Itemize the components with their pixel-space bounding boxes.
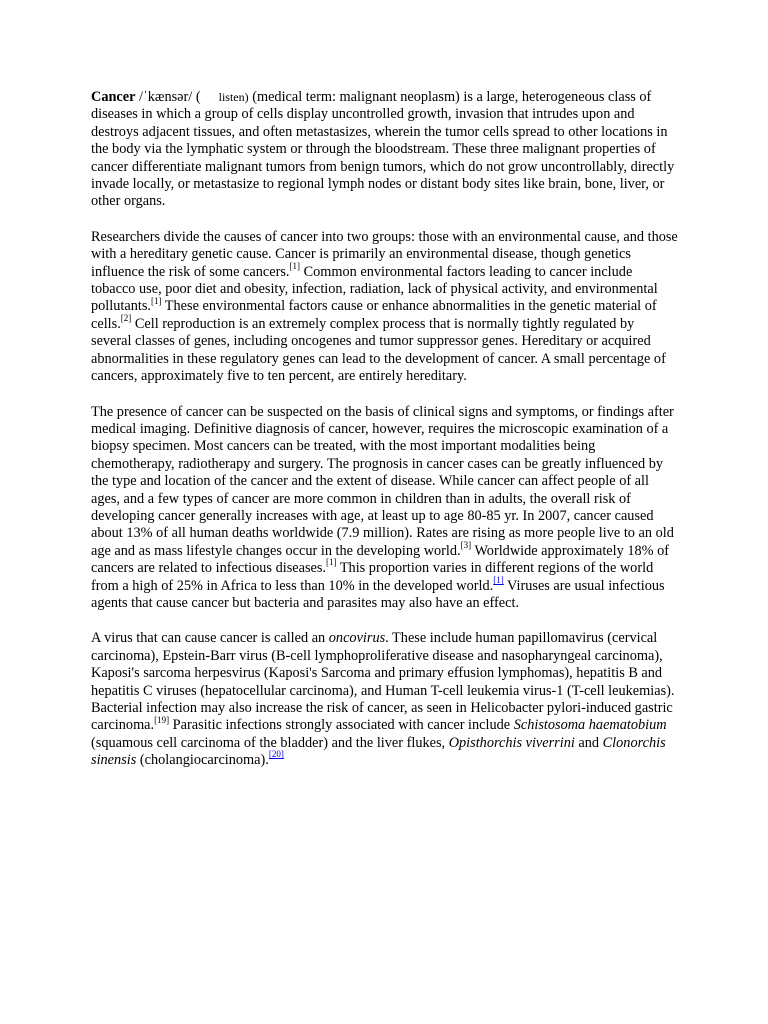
p4-text-5: and	[574, 734, 603, 751]
p4-text-4: (squamous cell carcinoma of the bladder) and the liver flukes,	[91, 734, 449, 751]
term-cancer: Cancer	[91, 89, 136, 105]
p4-italic-opisthorchis: Opisthorchis viverrini	[448, 734, 575, 751]
p4-text-3: Parasitic infections strongly associated with cancer include	[169, 717, 514, 734]
paragraph-3	[91, 404, 678, 613]
paragraph-1	[91, 89, 678, 211]
p2-ref-3[interactable]: [2]	[120, 313, 132, 324]
p3-text-1: The presence of cancer can be suspected on the basis of clinical signs and symptoms, or findings after medical imaging. Definitive diagnosis of cancer, however, requires the microscopic examination of a biopsy specimen. Most cancers can be treated, with the most important modalities being chemotherapy, radiotherapy and surgery. The prognosis in cancer cases can be greatly influenced by the type and location of the cancer and the extent of disease. While cancer can affect people of all ages, and a few types of cancer are more common in children than in adults, the overall risk of developing cancer generally increases with age, at least up to age 80-85 yr. In 2007, cancer caused about 13% of all human deaths worldwide (7.9 million). Rates are rising as more people live to an old age and as mass lifestyle changes occur in the developing world.	[91, 403, 674, 559]
paragraph-1-text: (medical term: malignant neoplasm) is a large, heterogeneous class of diseases in which a group of cells display uncontrolled growth, invasion that intrudes upon and destroys adjacent tissues, and often metastasizes, wherein the tumor cells spread to other locations in the body via the lymphatic system or through the bloodstream. These three malignant properties of cancer differentiate malignant tumors from benign tumors, which do not grow uncontrollably, directly invade locally, or metastasize to regional lymph nodes or distant body sites like brain, bone, liver, or other organs.	[91, 89, 675, 210]
open-paren: (	[195, 89, 201, 105]
p4-ref-2[interactable]	[269, 749, 284, 759]
p3-text-2: Worldwide approximately 18% of cancers are related to infectious diseases.	[91, 542, 670, 577]
p4-ref-2-link[interactable]: [20]	[268, 749, 284, 760]
p2-text-2: Common environmental factors leading to cancer include tobacco use, poor diet and obesity, infection, radiation, lack of physical activity, and environmental pollutants.	[91, 263, 658, 315]
p2-text-3: These environmental factors cause or enhance abnormalities in the genetic material of cells.	[91, 298, 657, 332]
p2-text-4: Cell reproduction is an extremely complex process that is normally tightly regulated by several classes of genes, including oncogenes and tumor suppressor genes. Hereditary or acquired abnormalities in these regulatory genes can lead to the development of cancer. A small percentage of cancers, approximately five to ten percent, are entirely hereditary.	[91, 315, 666, 385]
listen-link[interactable]: listen)	[218, 90, 249, 104]
pronunciation: /ˈkænsər/	[139, 89, 193, 105]
p3-ref-3[interactable]	[493, 575, 504, 585]
p4-italic-clonorchis: Clonorchis sinensis	[91, 734, 666, 769]
paragraph-2	[91, 229, 678, 386]
p2-ref-1[interactable]: [1]	[289, 260, 300, 271]
p2-text-1: Researchers divide the causes of cancer into two groups: those with an environmental cause, and those with a hereditary genetic cause. Cancer is primarily an environmental disease, though genetics influence the risk of some cancers.	[91, 228, 678, 280]
p4-italic-oncovirus: oncovirus	[328, 630, 386, 647]
p4-text-6: (cholangiocarcinoma).	[136, 752, 269, 769]
p4-text-1: A virus that can cause cancer is called an	[91, 630, 329, 647]
p4-italic-schistosoma: Schistosoma haematobium	[513, 717, 667, 734]
p4-text-2: . These include human papillomavirus (cervical carcinoma), Epstein-Barr virus (B-cell lymphoproliferative disease and nasopharyngeal carcinoma), Kaposi's sarcoma herpesvirus (Kaposi's Sarcoma and primary effusion lymphomas), hepatitis B and hepatitis C viruses (hepatocellular carcinoma), and Human T-cell leukemia virus-1 (T-cell leukemias). Bacterial infection may also increase the risk of cancer, as seen in Helicobacter pylori-induced gastric carcinoma.	[91, 630, 675, 734]
p4-ref-1[interactable]: [19]	[154, 714, 170, 725]
p3-text-4: Viruses are usual infectious agents that cause cancer but bacteria and parasites may also have an effect.	[91, 577, 665, 611]
paragraph-4	[91, 630, 678, 769]
p2-ref-2[interactable]: [1]	[150, 295, 162, 306]
p3-ref-3-link[interactable]: [1]	[493, 574, 504, 585]
p3-ref-2[interactable]: [1]	[326, 557, 337, 568]
p3-ref-1[interactable]: [3]	[460, 539, 472, 550]
p3-text-3: This proportion varies in different regions of the world from a high of 25% in Africa to less than 10% in the developed world.	[91, 560, 654, 594]
